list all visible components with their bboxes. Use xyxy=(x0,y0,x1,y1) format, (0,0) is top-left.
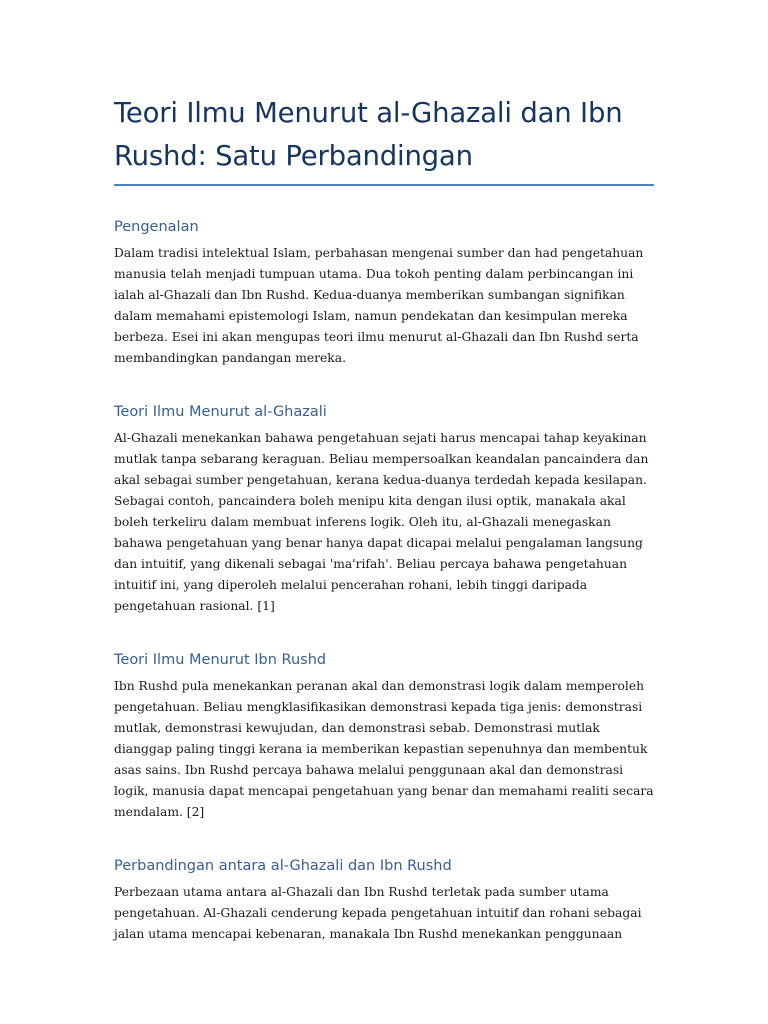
title-underline xyxy=(114,184,654,186)
section-heading: Teori Ilmu Menurut Ibn Rushd xyxy=(114,652,327,668)
section-paragraph: Ibn Rushd pula menekankan peranan akal dan demonstrasi logik dalam memperoleh pengetahuan. Beliau mengklasifikasikan demonstrasi kepada tiga jenis: demonstrasi mutlak, demonstrasi kewujudan, dan demonstrasi sebab. Demonstrasi mutlak dianggap paling tinggi kerana ia memberikan kepastian sepenuhnya dan membentuk asas sains. Ibn Rushd percaya bahawa melalui penggunaan akal dan demonstrasi logik, manusia dapat mencapai pengetahuan yang benar dan memahami realiti secara mendalam. [2] xyxy=(114,679,654,819)
section-pengenalan xyxy=(114,217,660,369)
document-title: Teori Ilmu Menurut al-Ghazali dan Ibn Rushd: Satu Perbandingan xyxy=(114,97,623,172)
section-perbandingan xyxy=(114,856,660,945)
section-heading: Teori Ilmu Menurut al-Ghazali xyxy=(114,404,327,420)
document-content xyxy=(114,92,660,945)
section-paragraph: Dalam tradisi intelektual Islam, perbahasan mengenai sumber dan had pengetahuan manusia telah menjadi tumpuan utama. Dua tokoh penting dalam perbincangan ini ialah al-Ghazali dan Ibn Rushd. Kedua-duanya memberikan sumbangan signifikan dalam memahami epistemologi Islam, namun pendekatan dan kesimpulan mereka berbeza. Esei ini akan mengupas teori ilmu menurut al-Ghazali dan Ibn Rushd serta membandingkan pandangan mereka. xyxy=(114,246,644,365)
section-paragraph: Al-Ghazali menekankan bahawa pengetahuan sejati harus mencapai tahap keyakinan mutlak tanpa sebarang keraguan. Beliau mempersoalkan keandalan pancaindera dan akal sebagai sumber pengetahuan, kerana kedua-duanya terdedah kepada kesilapan. Sebagai contoh, pancaindera boleh menipu kita dengan ilusi optik, manakala akal boleh terkeliru dalam membuat inferens logik. Oleh itu, al-Ghazali menegaskan bahawa pengetahuan yang benar hanya dapat dicapai melalui pengalaman langsung dan intuitif, yang dikenali sebagai 'ma'rifah'. Beliau percaya bahawa pengetahuan intuitif ini, yang diperoleh melalui pencerahan rohani, lebih tinggi daripada pengetahuan rasional. [1] xyxy=(114,431,649,613)
section-paragraph: Perbezaan utama antara al-Ghazali dan Ibn Rushd terletak pada sumber utama pengetahuan. Al-Ghazali cenderung kepada pengetahuan intuitif dan rohani sebagai jalan utama mencapai kebenaran, manakala Ibn Rushd menekankan penggunaan xyxy=(114,885,642,941)
section-heading: Pengenalan xyxy=(114,219,199,235)
section-ibn-rushd xyxy=(114,650,660,823)
section-heading: Perbandingan antara al-Ghazali dan Ibn Rushd xyxy=(114,858,452,874)
section-al-ghazali xyxy=(114,402,660,617)
